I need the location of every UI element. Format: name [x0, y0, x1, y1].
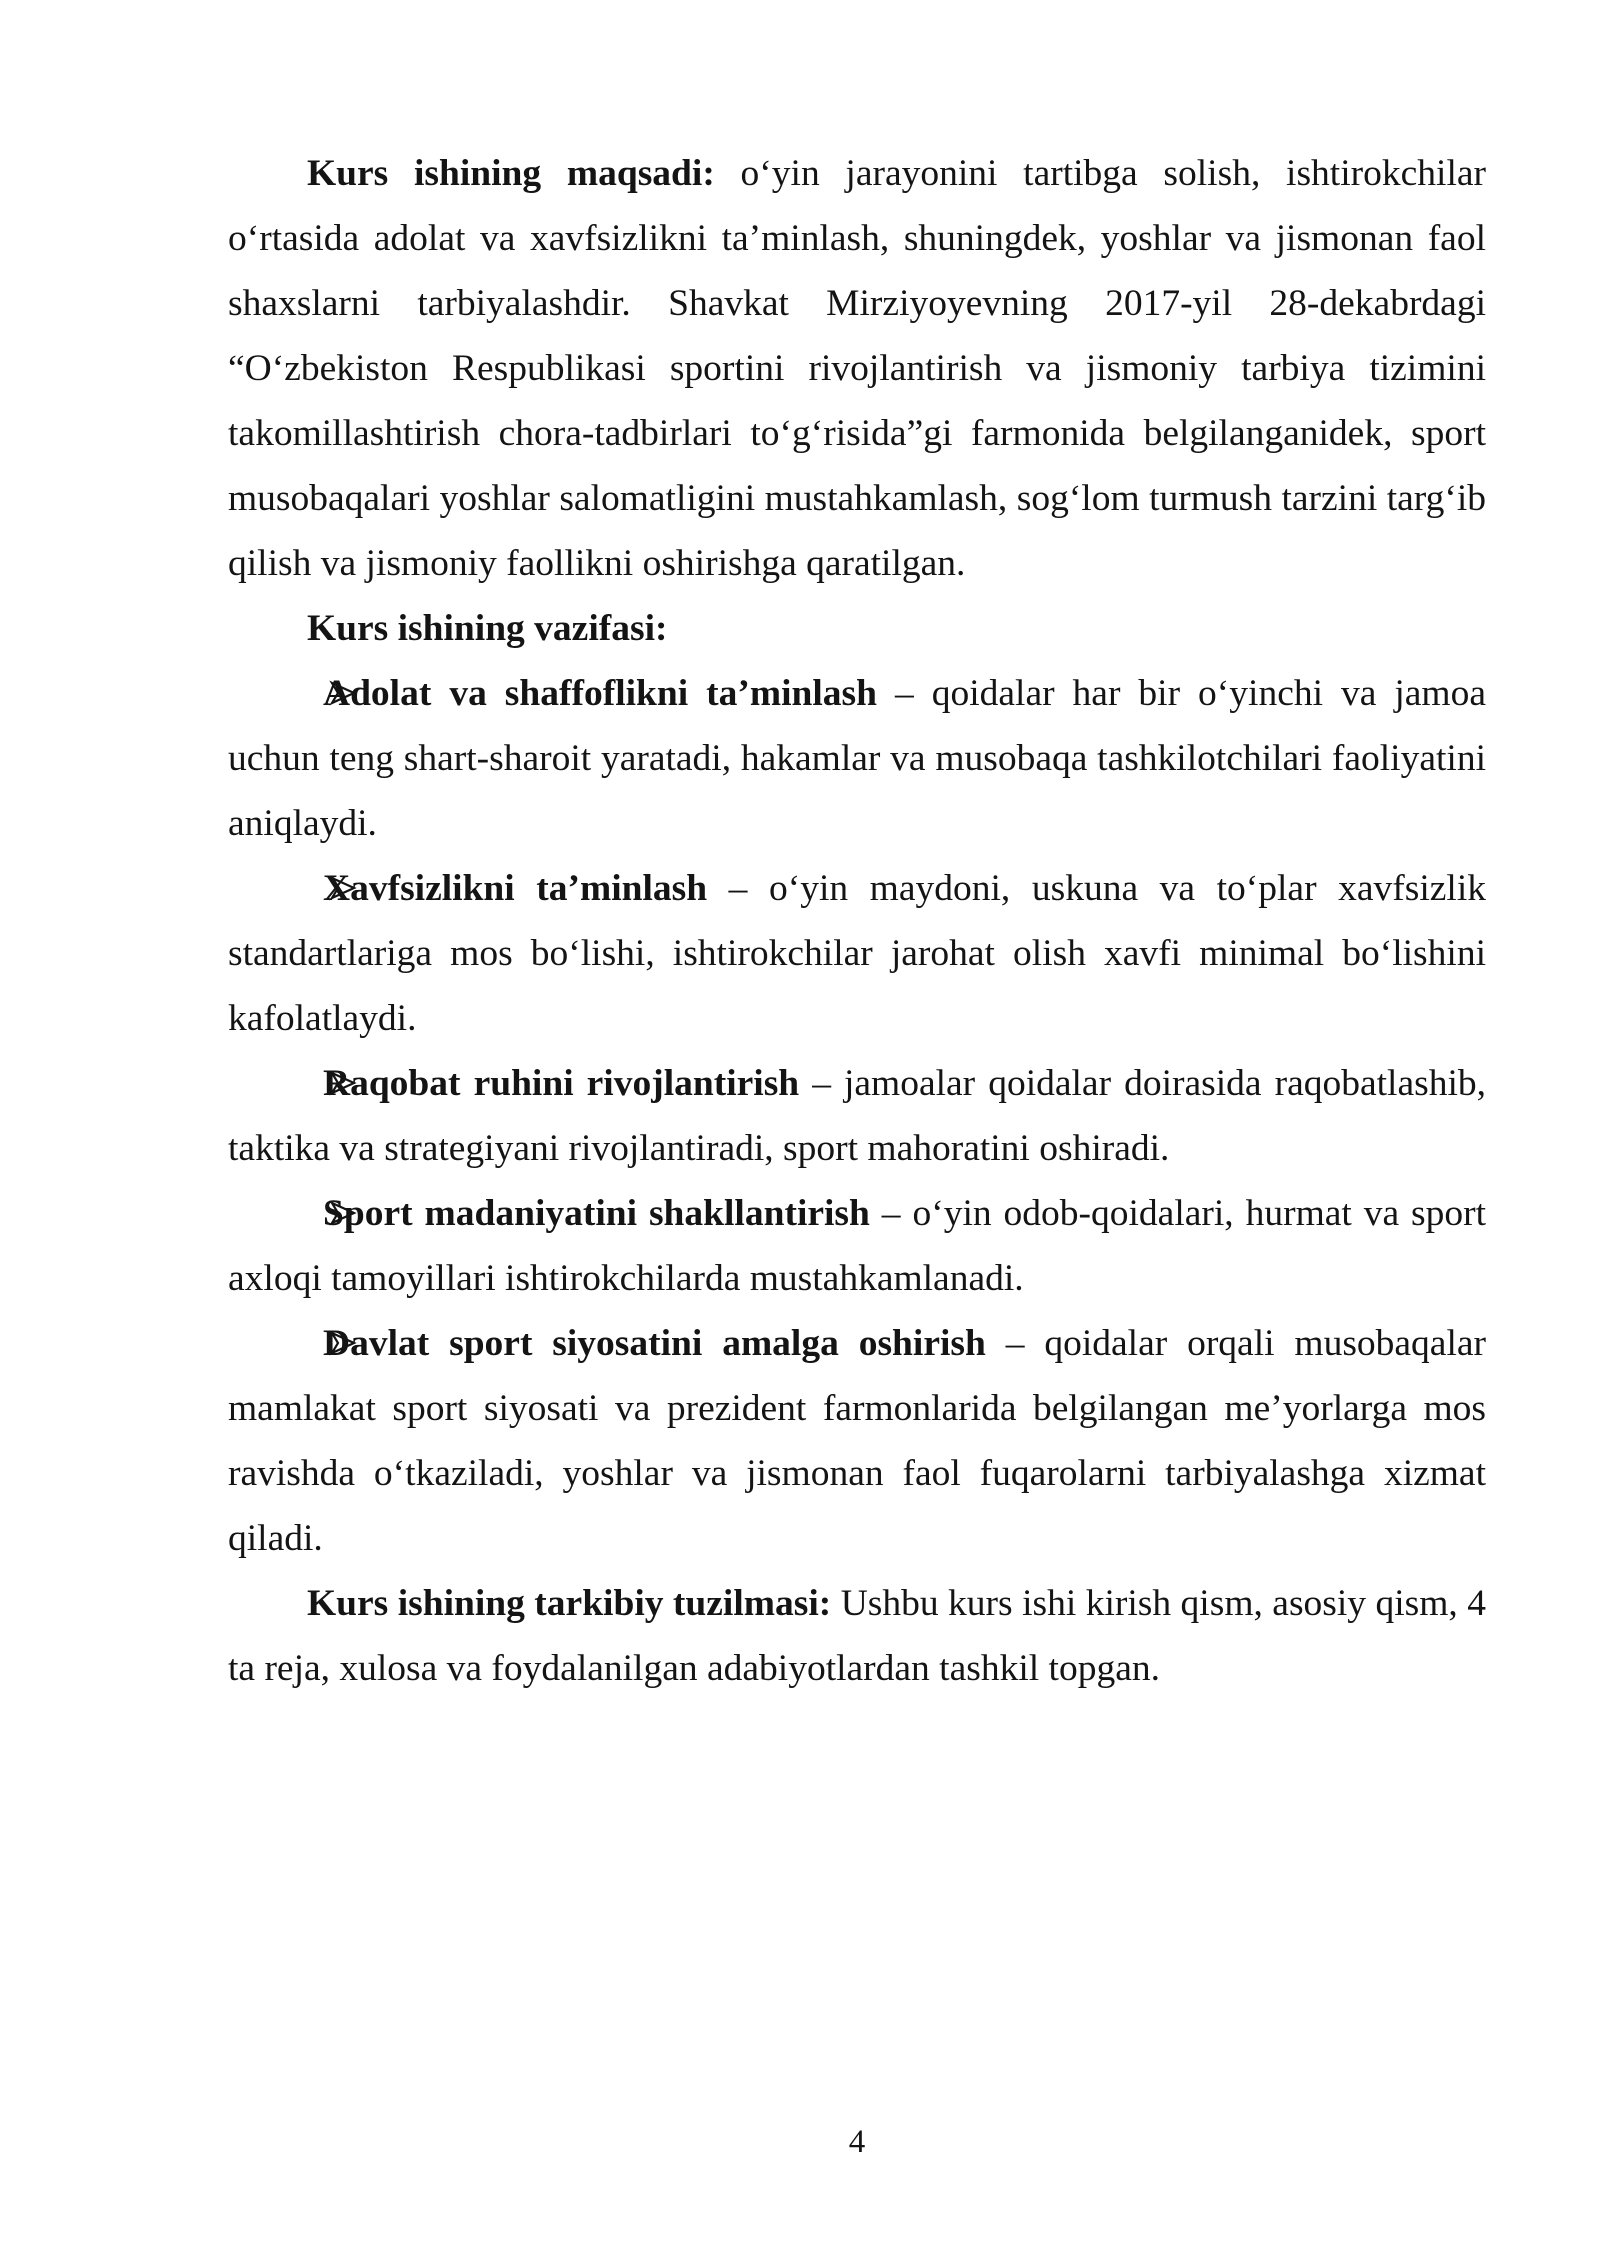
bullet-lead: Davlat sport siyosatini amalga oshirish	[323, 1323, 986, 1364]
heading-text: Kurs ishining vazifasi:	[307, 608, 668, 649]
bullet-lead: Xavfsizlikni ta’minlash	[323, 868, 708, 909]
paragraph-text: o‘yin jarayonini tartibga solish, ishtirokchilar o‘rtasida adolat va xavfsizlikni ta’minlash, shuningdek, yoshlar va jismonan faol shaxslarni tarbiyalashdir. Shavkat Mirziyoyevning 2017-yil 28-dekabrdagi “O‘zbekiston Respublikasi sportini rivojlantirish va jismoniy tarbiya tizimini takomillashtirish chora-tadbirlari to‘g‘risida”gi farmonida belgilanganidek, sport musobaqalari yoshlar salomatligini mustahkamlash, sog‘lom turmush tarzini targ‘ib qilish va jismoniy faollikni oshirishga qaratilgan.	[228, 153, 1486, 584]
heading-vazifasi	[228, 596, 1486, 661]
paragraph-text: Ushbu kurs ishi kirish qism, asosiy qism, 4 ta reja, xulosa va foydalanilgan adabiyotlardan tashkil topgan.	[228, 1583, 1486, 1689]
paragraph-maqsad	[228, 141, 1486, 596]
bullet-text: – qoidalar orqali musobaqalar mamlakat sport siyosati va prezident farmonlarida belgilangan me’yorlarga mos ravishda o‘tkaziladi, yoshlar va jismonan faol fuqarolarni tarbiyalashga xizmat qiladi.	[228, 1323, 1486, 1559]
bullet-text: – o‘yin maydoni, uskuna va to‘plar xavfsizlik standartlariga mos bo‘lishi, ishtirokchilar jarohat olish xavfi minimal bo‘lishini kafolatlaydi.	[228, 868, 1486, 1039]
paragraph-tuzilma	[228, 1571, 1486, 1701]
paragraph-lead: Kurs ishining maqsadi:	[307, 153, 715, 194]
bullet-item-madaniyat	[228, 1181, 1486, 1311]
arrowhead-right-icon	[278, 664, 308, 694]
bullet-item-xavfsizlik	[228, 856, 1486, 1051]
bullet-item-adolat	[228, 661, 1486, 856]
arrowhead-right-icon	[278, 1184, 308, 1214]
bullet-item-raqobat	[228, 1051, 1486, 1181]
arrowhead-right-icon	[278, 1314, 308, 1344]
bullet-lead: Raqobat ruhini rivojlantirish	[323, 1063, 800, 1104]
bullet-item-davlat-siyosat	[228, 1311, 1486, 1571]
arrowhead-right-icon	[278, 859, 308, 889]
text-block	[228, 141, 1486, 1701]
bullet-lead: Sport madaniyatini shakllantirish	[323, 1193, 870, 1234]
arrowhead-right-icon	[278, 1054, 308, 1084]
bullet-text: – qoidalar har bir o‘yinchi va jamoa uchun teng shart-sharoit yaratadi, hakamlar va musobaqa tashkilotchilari faoliyatini aniqlaydi.	[228, 673, 1486, 844]
page-number: 4	[848, 2124, 866, 2160]
bullet-text: – jamoalar qoidalar doirasida raqobatlashib, taktika va strategiyani rivojlantiradi, sport mahoratini oshiradi.	[228, 1063, 1486, 1169]
bullet-text: – o‘yin odob-qoidalari, hurmat va sport axloqi tamoyillari ishtirokchilarda mustahkamlanadi.	[228, 1193, 1487, 1299]
bullet-lead: Adolat va shaffoflikni ta’minlash	[323, 673, 878, 714]
paragraph-lead: Kurs ishining tarkibiy tuzilmasi:	[307, 1583, 832, 1624]
